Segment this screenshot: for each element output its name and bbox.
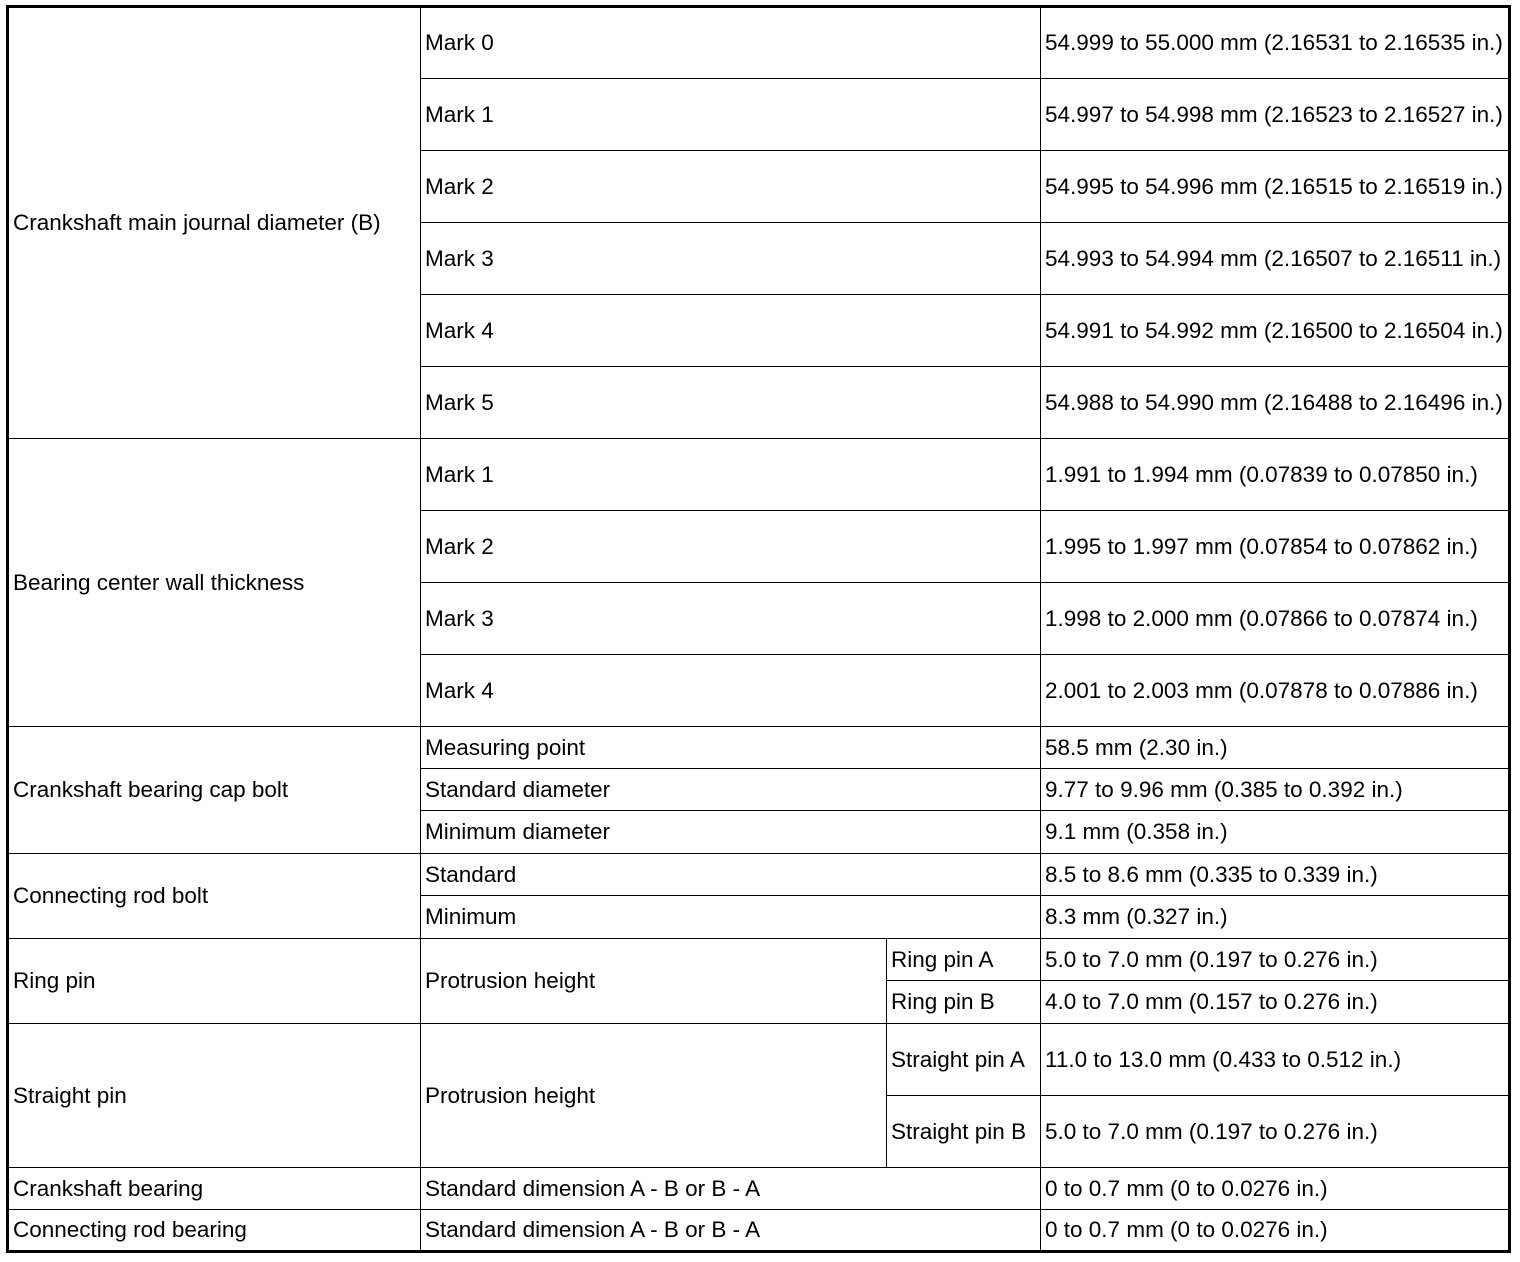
mark-label: Mark 2 xyxy=(421,151,1041,223)
item-label: Connecting rod bolt xyxy=(8,854,421,939)
table-row xyxy=(8,7,1510,79)
param-label: Protrusion height xyxy=(421,1024,887,1168)
table-row xyxy=(8,854,1510,896)
table-row xyxy=(8,727,1510,769)
spec-value: 54.997 to 54.998 mm (2.16523 to 2.16527 in.) xyxy=(1041,79,1510,151)
spec-value: 54.991 to 54.992 mm (2.16500 to 2.16504 in.) xyxy=(1041,295,1510,367)
item-label: Connecting rod bearing xyxy=(8,1210,421,1252)
item-label: Straight pin xyxy=(8,1024,421,1168)
pin-label: Ring pin B xyxy=(887,981,1041,1024)
spec-value: 54.999 to 55.000 mm (2.16531 to 2.16535 in.) xyxy=(1041,7,1510,79)
table-row xyxy=(8,1210,1510,1252)
spec-value: 5.0 to 7.0 mm (0.197 to 0.276 in.) xyxy=(1041,939,1510,981)
spec-value: 9.77 to 9.96 mm (0.385 to 0.392 in.) xyxy=(1041,769,1510,811)
spec-value: 1.998 to 2.000 mm (0.07866 to 0.07874 in.) xyxy=(1041,583,1510,655)
table-row xyxy=(8,939,1510,981)
mark-label: Mark 1 xyxy=(421,439,1041,511)
mark-label: Mark 4 xyxy=(421,655,1041,727)
spec-value: 8.5 to 8.6 mm (0.335 to 0.339 in.) xyxy=(1041,854,1510,896)
spec-value: 5.0 to 7.0 mm (0.197 to 0.276 in.) xyxy=(1041,1096,1510,1168)
spec-value: 11.0 to 13.0 mm (0.433 to 0.512 in.) xyxy=(1041,1024,1510,1096)
spec-value: 58.5 mm (2.30 in.) xyxy=(1041,727,1510,769)
mark-label: Mark 5 xyxy=(421,367,1041,439)
mark-label: Mark 0 xyxy=(421,7,1041,79)
spec-value: 54.995 to 54.996 mm (2.16515 to 2.16519 in.) xyxy=(1041,151,1510,223)
item-label: Crankshaft bearing cap bolt xyxy=(8,727,421,854)
mark-label: Mark 2 xyxy=(421,511,1041,583)
spec-value: 0 to 0.7 mm (0 to 0.0276 in.) xyxy=(1041,1168,1510,1210)
spec-value: 8.3 mm (0.327 in.) xyxy=(1041,896,1510,939)
table-row xyxy=(8,439,1510,511)
param-label: Standard dimension A - B or B - A xyxy=(421,1168,1041,1210)
param-label: Standard xyxy=(421,854,1041,896)
param-label: Minimum diameter xyxy=(421,811,1041,854)
mark-label: Mark 4 xyxy=(421,295,1041,367)
item-label: Ring pin xyxy=(8,939,421,1024)
pin-label: Straight pin A xyxy=(887,1024,1041,1096)
spec-value: 0 to 0.7 mm (0 to 0.0276 in.) xyxy=(1041,1210,1510,1252)
mark-label: Mark 1 xyxy=(421,79,1041,151)
spec-value: 9.1 mm (0.358 in.) xyxy=(1041,811,1510,854)
item-label: Bearing center wall thickness xyxy=(8,439,421,727)
mark-label: Mark 3 xyxy=(421,583,1041,655)
table-row xyxy=(8,1168,1510,1210)
item-label: Crankshaft main journal diameter (B) xyxy=(8,7,421,439)
spec-value: 54.993 to 54.994 mm (2.16507 to 2.16511 in.) xyxy=(1041,223,1510,295)
param-label: Standard dimension A - B or B - A xyxy=(421,1210,1041,1252)
table-row xyxy=(8,1024,1510,1096)
spec-value: 4.0 to 7.0 mm (0.157 to 0.276 in.) xyxy=(1041,981,1510,1024)
param-label: Standard diameter xyxy=(421,769,1041,811)
param-label: Minimum xyxy=(421,896,1041,939)
param-label: Protrusion height xyxy=(421,939,887,1024)
pin-label: Ring pin A xyxy=(887,939,1041,981)
spec-value: 2.001 to 2.003 mm (0.07878 to 0.07886 in.) xyxy=(1041,655,1510,727)
spec-value: 1.995 to 1.997 mm (0.07854 to 0.07862 in.) xyxy=(1041,511,1510,583)
spec-value: 54.988 to 54.990 mm (2.16488 to 2.16496 in.) xyxy=(1041,367,1510,439)
mark-label: Mark 3 xyxy=(421,223,1041,295)
param-label: Measuring point xyxy=(421,727,1041,769)
spec-value: 1.991 to 1.994 mm (0.07839 to 0.07850 in.) xyxy=(1041,439,1510,511)
specification-table xyxy=(6,5,1511,1253)
item-label: Crankshaft bearing xyxy=(8,1168,421,1210)
pin-label: Straight pin B xyxy=(887,1096,1041,1168)
